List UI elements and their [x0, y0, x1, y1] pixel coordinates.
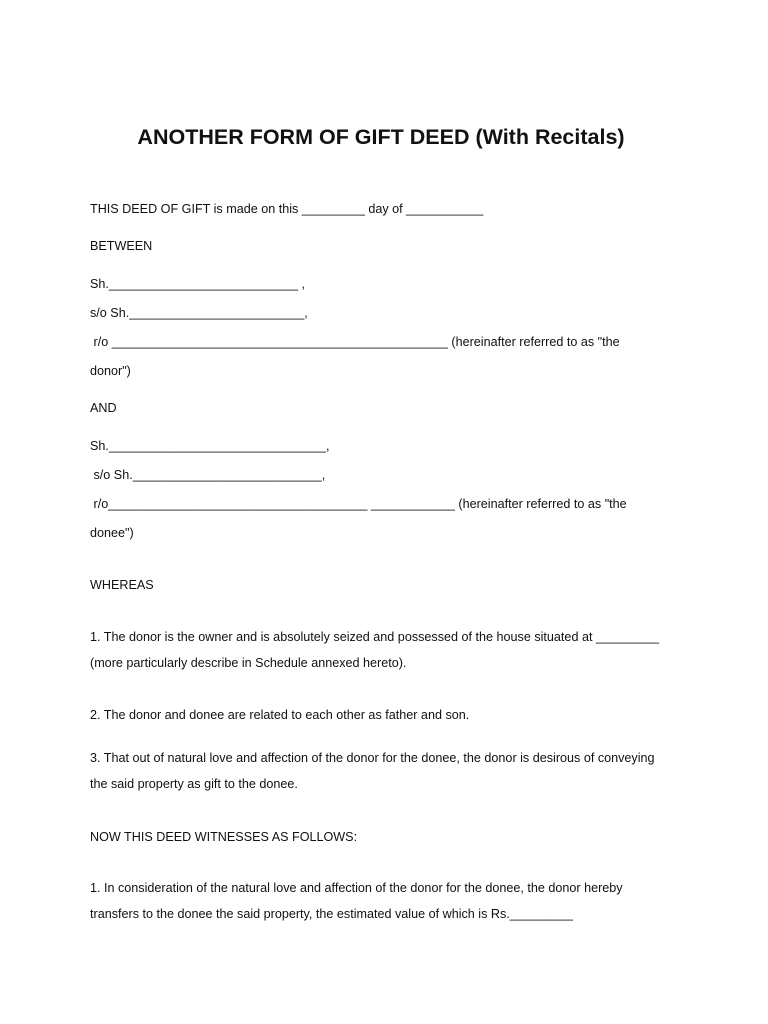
- donee-residence-line: r/o_____________________________________ ____________ (hereinafter referred to as "the: [90, 497, 627, 511]
- donee-father-line: s/o Sh.___________________________,: [90, 468, 326, 482]
- whereas-heading: WHEREAS: [90, 578, 154, 592]
- donee-name-line: Sh._______________________________,: [90, 439, 330, 453]
- recital-1-line-1: 1. The donor is the owner and is absolutely seized and possessed of the house situated at _________: [90, 630, 659, 644]
- recital-2: 2. The donor and donee are related to each other as father and son.: [90, 708, 470, 722]
- donor-name-line: Sh.___________________________ ,: [90, 277, 306, 291]
- donor-father-line: s/o Sh._________________________,: [90, 306, 308, 320]
- recital-3-line-2: the said property as gift to the donee.: [90, 777, 298, 791]
- recital-1-line-2: (more particularly describe in Schedule annexed hereto).: [90, 656, 407, 670]
- donor-residence-continuation: donor"): [90, 364, 131, 378]
- clause-1-line-2: transfers to the donee the said property, the estimated value of which is Rs._________: [90, 907, 573, 921]
- clause-1-line-1: 1. In consideration of the natural love and affection of the donor for the donee, the donor hereby: [90, 881, 623, 895]
- document-title: ANOTHER FORM OF GIFT DEED (With Recitals): [137, 125, 625, 149]
- recital-3-line-1: 3. That out of natural love and affection of the donor for the donee, the donor is desirous of conveying: [90, 751, 655, 765]
- between-heading: BETWEEN: [90, 239, 153, 253]
- and-heading: AND: [90, 401, 117, 415]
- witnesses-heading: NOW THIS DEED WITNESSES AS FOLLOWS:: [90, 830, 358, 844]
- opening-line: THIS DEED OF GIFT is made on this _________ day of ___________: [90, 202, 484, 216]
- donor-residence-line: r/o ________________________________________________ (hereinafter referred to as "the: [90, 335, 620, 349]
- donee-residence-continuation: donee"): [90, 526, 134, 540]
